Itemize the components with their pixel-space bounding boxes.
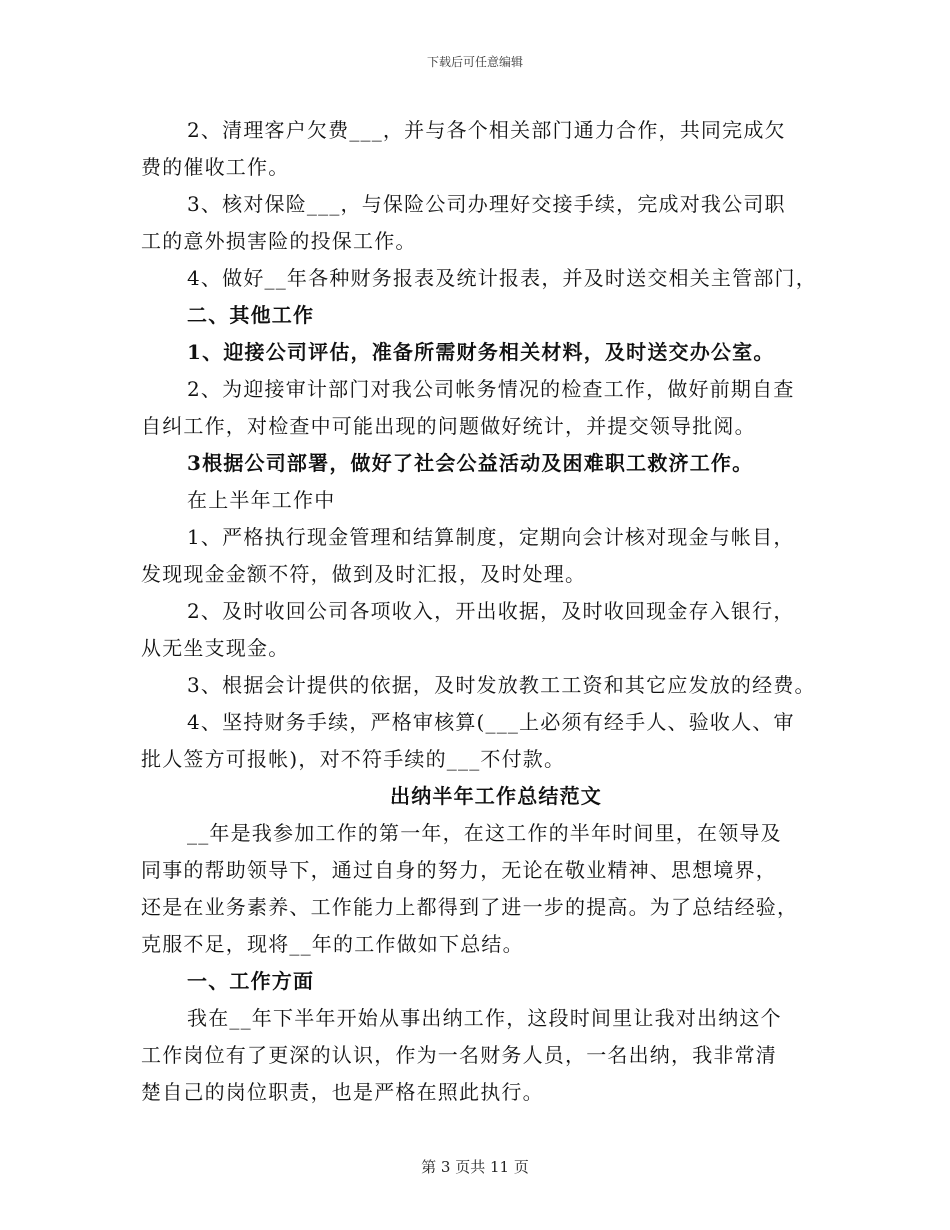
heading-line: 1、迎接公司评估，准备所需财务相关材料，及时送交办公室。 bbox=[187, 340, 775, 364]
text-line: 楚自己的岗位职责，也是严格在照此执行。 bbox=[141, 1080, 544, 1104]
text-line: 4、坚持财务手续，严格审核算(___上必须有经手人、验收人、审 bbox=[187, 710, 795, 734]
text-line: 3、根据会计提供的依据，及时发放教工工资和其它应发放的经费。 bbox=[187, 673, 816, 697]
page-number: 第 3 页共 11 页 bbox=[421, 1158, 529, 1176]
text-line: 自纠工作，对检查中可能出现的问题做好统计，并提交领导批阅。 bbox=[141, 414, 756, 438]
text-line: 从无坐支现金。 bbox=[141, 636, 290, 660]
page-header: 下载后可任意编辑 bbox=[426, 55, 523, 69]
text-line: 批人签方可报帐)，对不符手续的___不付款。 bbox=[141, 747, 566, 771]
text-line: 我在__年下半年开始从事出纳工作，这段时间里让我对出纳这个 bbox=[187, 1006, 782, 1030]
text-line: 同事的帮助领导下，通过自身的努力，无论在敬业精神、思想境界， bbox=[141, 858, 777, 882]
text-line: 工的意外损害险的投保工作。 bbox=[141, 229, 417, 253]
text-line: 克服不足，现将__年的工作做如下总结。 bbox=[141, 932, 524, 956]
text-line: 2、清理客户欠费___，并与各个相关部门通力合作，共同完成欠 bbox=[187, 118, 786, 142]
text-line: 4、做好__年各种财务报表及统计报表，并及时送交相关主管部门， bbox=[187, 266, 817, 290]
text-line: 工作岗位有了更深的认识，作为一名财务人员，一名出纳，我非常清 bbox=[141, 1043, 777, 1067]
text-line: 1、严格执行现金管理和结算制度，定期向会计核对现金与帐目， bbox=[187, 525, 795, 549]
text-line: __年是我参加工作的第一年，在这工作的半年时间里，在领导及 bbox=[187, 821, 782, 845]
document-body bbox=[141, 112, 821, 1111]
text-line: 在上半年工作中 bbox=[187, 488, 336, 512]
heading-line: 3根据公司部署，做好了社会公益活动及困难职工救济工作。 bbox=[187, 451, 754, 475]
text-line: 发现现金金额不符，做到及时汇报，及时处理。 bbox=[141, 562, 587, 586]
text-line: 费的催收工作。 bbox=[141, 155, 290, 179]
text-line: 3、核对保险___，与保险公司办理好交接手续，完成对我公司职 bbox=[187, 192, 786, 216]
heading-line: 二、其他工作 bbox=[187, 303, 315, 327]
text-line: 还是在业务素养、工作能力上都得到了进一步的提高。为了总结经验， bbox=[141, 895, 799, 919]
section-title: 出纳半年工作总结范文 bbox=[390, 784, 602, 808]
heading-line: 一、工作方面 bbox=[187, 969, 315, 993]
text-line: 2、及时收回公司各项收入，开出收据，及时收回现金存入银行， bbox=[187, 599, 795, 623]
text-line: 2、为迎接审计部门对我公司帐务情况的检查工作，做好前期自查 bbox=[187, 377, 795, 401]
